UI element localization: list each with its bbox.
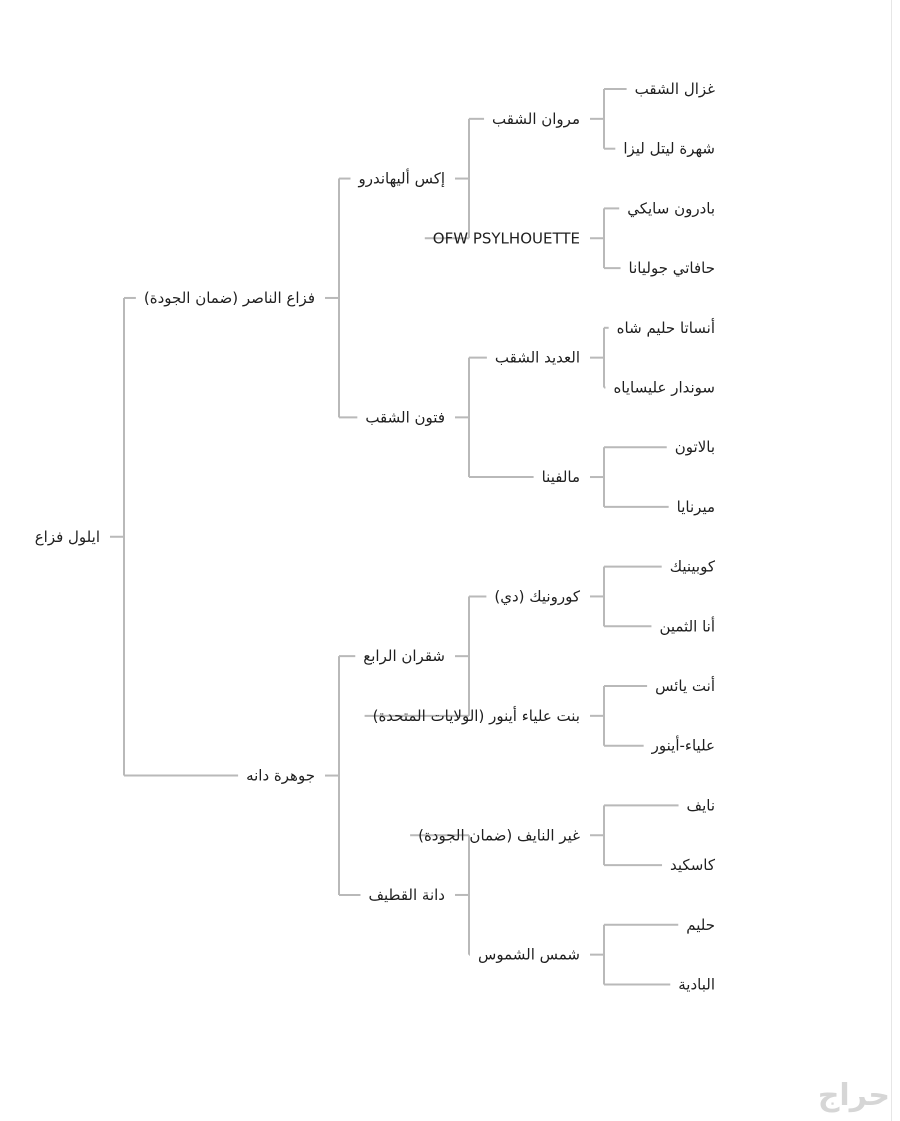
leaf-ancestor-name: ميرنايا — [676, 497, 715, 516]
ancestor-name: جوهرة دانه — [246, 766, 315, 785]
ancestor-name: OFW PSYLHOUETTE — [432, 229, 580, 248]
ancestor-name: مروان الشقب — [492, 109, 580, 128]
ancestor-name: بنت علياء أينور (الولايات المتحدة) — [372, 706, 580, 725]
leaf-ancestor-name: أنا الثمين — [659, 617, 715, 636]
leaf-ancestor-name: علياء-أينور — [651, 736, 715, 755]
leaf-ancestor-name: نايف — [686, 796, 715, 815]
leaf-ancestor-name: كاسكيد — [670, 856, 715, 875]
leaf-ancestor-name: سوندار عليساياه — [613, 378, 715, 397]
ancestor-name: دانة القطيف — [368, 885, 445, 904]
ancestor-name: العديد الشقب — [494, 348, 580, 367]
leaf-ancestor-name: غزال الشقب — [634, 80, 715, 98]
leaf-ancestor-name: كوبينيك — [669, 557, 715, 576]
ancestor-name: كورونيك (دي) — [494, 587, 580, 606]
root-horse-name: ايلول فزاع — [34, 527, 100, 546]
leaf-ancestor-name: حليم — [686, 915, 715, 934]
leaf-ancestor-name: بالاتون — [674, 438, 715, 457]
ancestor-name: غير النايف (ضمان الجودة) — [418, 826, 580, 845]
ancestor-name: شمس الشموس — [478, 945, 580, 964]
ancestor-name: شقران الرابع — [363, 647, 445, 666]
node-labels — [35, 80, 716, 994]
connector-lines — [110, 89, 679, 985]
leaf-ancestor-name: بادرون سايكي — [627, 199, 715, 218]
ancestor-name: إكس أليهاندرو — [358, 169, 445, 188]
haraj-watermark: حراج — [817, 1078, 890, 1113]
leaf-ancestor-name: شهرة ليتل ليزا — [623, 139, 715, 158]
leaf-ancestor-name: أنت يائس — [655, 677, 715, 695]
leaf-ancestor-name: البادية — [678, 975, 715, 994]
ancestor-name: مالفينا — [541, 468, 580, 487]
ancestor-name: فزاع الناصر (ضمان الجودة) — [143, 288, 315, 307]
leaf-ancestor-name: أنساتا حليم شاه — [616, 318, 715, 337]
leaf-ancestor-name: حافاتي جوليانا — [628, 259, 715, 278]
ancestor-name: فتون الشقب — [365, 408, 445, 427]
